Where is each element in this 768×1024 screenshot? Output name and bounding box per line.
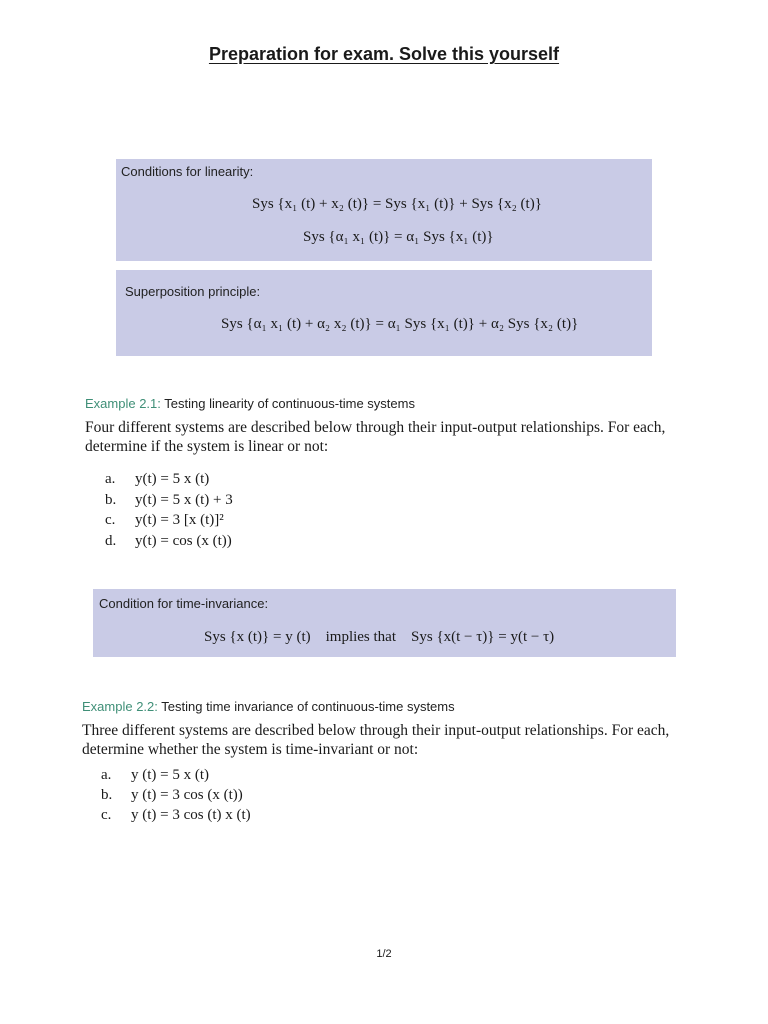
page-title: Preparation for exam. Solve this yourself <box>208 44 560 64</box>
list-item <box>105 533 232 550</box>
example-2-1-number: Example 2.1: <box>85 396 161 411</box>
linearity-conditions-box <box>116 159 652 261</box>
list-item <box>101 807 251 824</box>
item-expression: y(t) = 3 [x (t)]² <box>135 512 224 528</box>
list-item <box>105 492 233 509</box>
item-label: c. <box>101 807 112 823</box>
item-label: b. <box>105 492 117 508</box>
item-expression: y(t) = cos (x (t)) <box>135 533 232 549</box>
item-expression: y (t) = 3 cos (t) x (t) <box>131 807 251 823</box>
superposition-box <box>116 270 652 356</box>
example-2-1-text: Four different systems are described below through their input-output relationships. For each, determine if the system is linear or not: <box>85 419 666 455</box>
time-invariance-equation: Sys {x (t)} = y (t) implies that Sys {x(t − τ)} = y(t − τ) <box>204 629 555 645</box>
example-2-2-title: Testing time invariance of continuous-time systems <box>161 699 455 714</box>
list-item <box>105 471 209 488</box>
item-expression: y(t) = 5 x (t) + 3 <box>135 492 233 508</box>
additivity-equation: Sys {x₁ (t) + x₂ (t)} = Sys {x₁ (t)} + Sys {x₂ (t)} <box>252 196 542 212</box>
item-expression: y (t) = 5 x (t) <box>131 767 210 783</box>
time-invariance-box <box>93 589 676 657</box>
item-label: c. <box>105 512 116 528</box>
example-2-1-title: Testing linearity of continuous-time systems <box>164 396 415 411</box>
item-label: a. <box>101 767 112 783</box>
page-number: 1/2 <box>376 948 392 960</box>
superposition-heading: Superposition principle: <box>125 284 261 299</box>
item-expression: y(t) = 5 x (t) <box>135 471 210 487</box>
example-2-2-text: Three different systems are described below through their input-output relationships. For each, determine whether the system is time-invariant or not: <box>82 722 670 758</box>
example-2-2-heading <box>82 699 455 714</box>
list-item <box>101 767 209 784</box>
homogeneity-equation: Sys {α₁ x₁ (t)} = α₁ Sys {x₁ (t)} <box>303 229 494 245</box>
time-invariance-heading: Condition for time-invariance: <box>99 596 269 611</box>
list-item <box>101 787 243 804</box>
example-2-2-number: Example 2.2: <box>82 699 158 714</box>
list-item <box>105 512 224 529</box>
example-2-1-heading <box>85 396 415 411</box>
item-label: b. <box>101 787 113 803</box>
linearity-heading: Conditions for linearity: <box>121 164 254 179</box>
superposition-equation: Sys {α₁ x₁ (t) + α₂ x₂ (t)} = α₁ Sys {x₁ (t)} + α₂ Sys {x₂ (t)} <box>221 316 579 332</box>
item-label: d. <box>105 533 117 549</box>
item-label: a. <box>105 471 116 487</box>
item-expression: y (t) = 3 cos (x (t)) <box>131 787 243 803</box>
